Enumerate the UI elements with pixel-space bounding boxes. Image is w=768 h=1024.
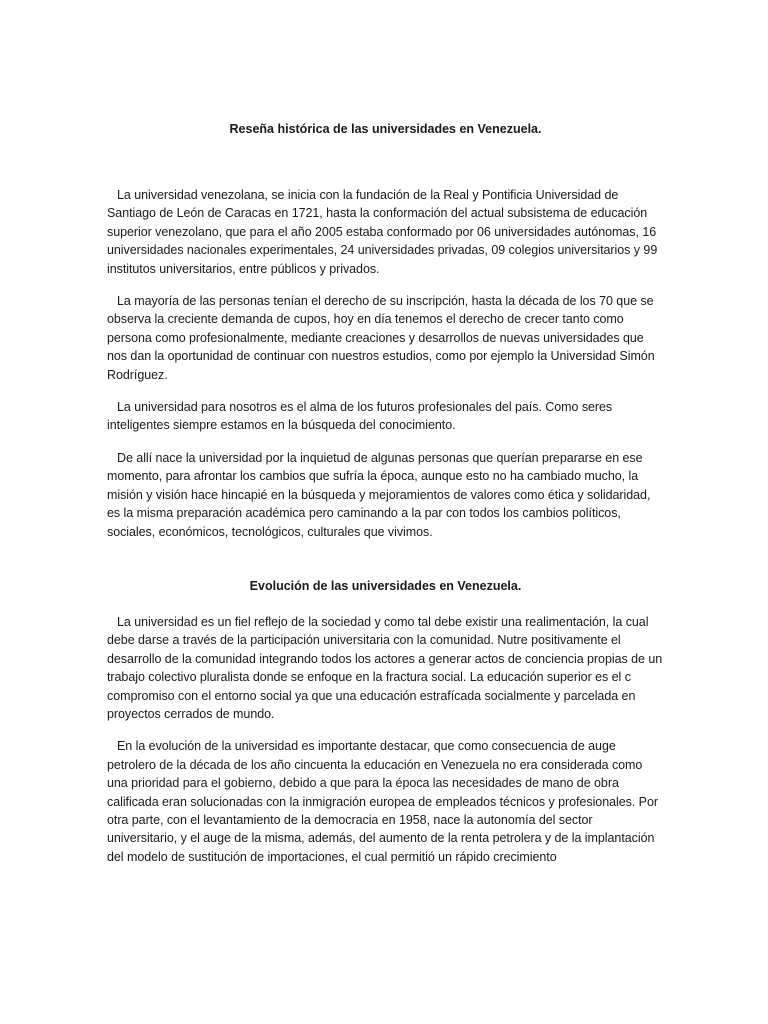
section-1-paragraph-2: La mayoría de las personas tenían el derecho de su inscripción, hasta la década de los 70 que se observa la creciente demanda de cupos, hoy en día tenemos el derecho de crecer tanto como persona como profesionalmente, mediante creaciones y desarrollos de nuevas universidades que nos dan la oportunidad de continuar con nuestros estudios, como por ejemplo la Universidad Simón Rodríguez. — [107, 294, 655, 382]
section-1-paragraph-1: La universidad venezolana, se inicia con la fundación de la Real y Pontificia Universidad de Santiago de León de Caracas en 1721, hasta la conformación del actual subsistema de educación superior venezolano, que para el año 2005 estaba conformado por 06 universidades autónomas, 16 universidades nacionales experimentales, 24 universidades privadas, 09 colegios universitarios y 99 institutos universitarios, entre públicos y privados. — [107, 188, 658, 276]
section-1-title: Reseña histórica de las universidades en Venezuela. — [229, 122, 542, 136]
section-1-paragraph-4: De allí nace la universidad por la inquietud de algunas personas que querían prepararse en ese momento, para afrontar los cambios que sufría la época, aunque esto no ha cambiado mucho, la misión y visión hace hincapié en la búsqueda y mejoramientos de valores como ética y solidaridad, es la misma preparación académica pero caminando a la par con todos los cambios políticos, sociales, económicos, tecnológicos, culturales que vivimos. — [107, 450, 651, 539]
section-1-paragraph-3: La universidad para nosotros es el alma de los futuros profesionales del país. Como seres inteligentes siempre estamos en la búsqueda del conocimiento. — [107, 400, 613, 433]
section-2-paragraph-1: La universidad es un fiel reflejo de la sociedad y como tal debe existir una realimentación, la cual debe darse a través de la participación universitaria con la comunidad. Nutre positivamente el desarrollo de la comunidad integrando todos los actores a generar actos de conciencia propias de un trabajo colectivo pluralista donde se enfoque en la fractura social. La educación superior es el c compromiso con el entorno social ya que una educación estrafícada socialmente y parcelada en proyectos cerrados de mundo. — [107, 614, 663, 721]
section-2-title: Evolución de las universidades en Venezuela. — [249, 578, 522, 593]
section-2-paragraph-2: En la evolución de la universidad es importante destacar, que como consecuencia de auge petrolero de la década de los año cincuenta la educación en Venezuela no era considerada como una prioridad para el gobierno, debido a que para la época las necesidades de mano de obra calificada eran solucionadas con la inmigración europea de empleados técnicos y profesionales. Por otra parte, con el levantamiento de la democracia en 1958, nace la autonomía del sector universitario, y el auge de la misma, además, del aumento de la renta petrolera y de la implantación del modelo de sustitución de importaciones, el cual permitió un rápido crecimiento — [107, 739, 658, 864]
